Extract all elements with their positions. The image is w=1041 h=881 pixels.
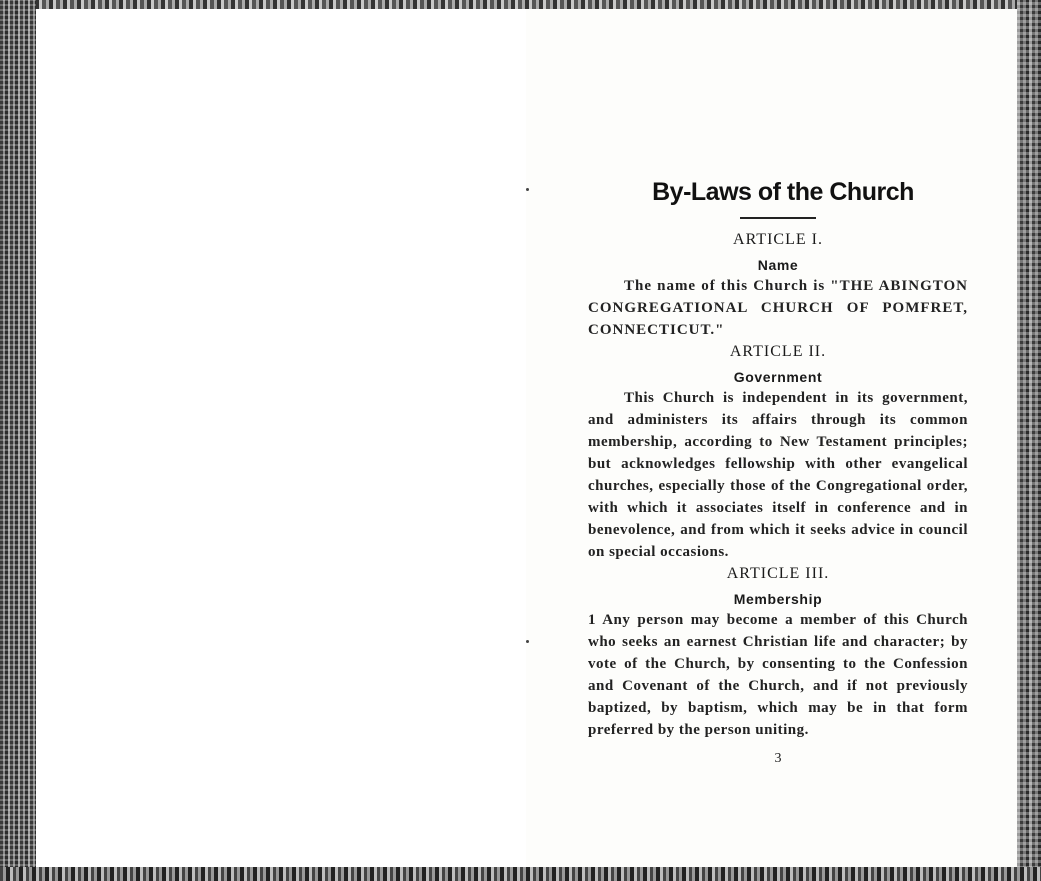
blank-left-page [36,9,526,867]
fold-mark [526,640,529,643]
title-rule [740,217,816,219]
scan-edge-top [0,0,1041,9]
section-heading: Government [733,369,823,385]
article-label: ARTICLE III. [726,565,830,582]
section-heading: Name [757,257,799,273]
section-article-2 [588,341,968,563]
article-label: ARTICLE II. [729,343,827,360]
page-number: 3 [774,751,782,766]
section-text: The name of this Church is "THE ABINGTON CONGREGATIONAL CHURCH OF POMFRET, CONNECTICUT." [588,278,968,338]
page-title: By-Laws of the Church [652,178,914,206]
section-text: 1 Any person may become a member of this Church who seeks an earnest Christian life and character; by vote of the Church, by consenting to the Confession and Covenant of the Church, and if not previously baptized, by baptism, which may be in that form preferred by the person uniting. [588,612,968,738]
section-article-1 [588,229,968,341]
fold-mark [526,188,529,191]
article-label: ARTICLE I. [733,231,823,248]
section-text: This Church is independent in its government, and administers its affairs through its common membership, according to New Testament principles; but acknowledges fellowship with other evangelical churches, especially those of the Congregational order, with which it associates itself in conference and in benevolence, and from which it seeks advice in council on special occasions. [588,390,968,560]
right-page [588,178,968,767]
scan-edge-right [1017,0,1041,881]
section-article-3 [588,563,968,741]
scan-edge-bottom [0,867,1041,881]
section-heading: Membership [733,591,823,607]
scan-edge-left [0,0,36,881]
